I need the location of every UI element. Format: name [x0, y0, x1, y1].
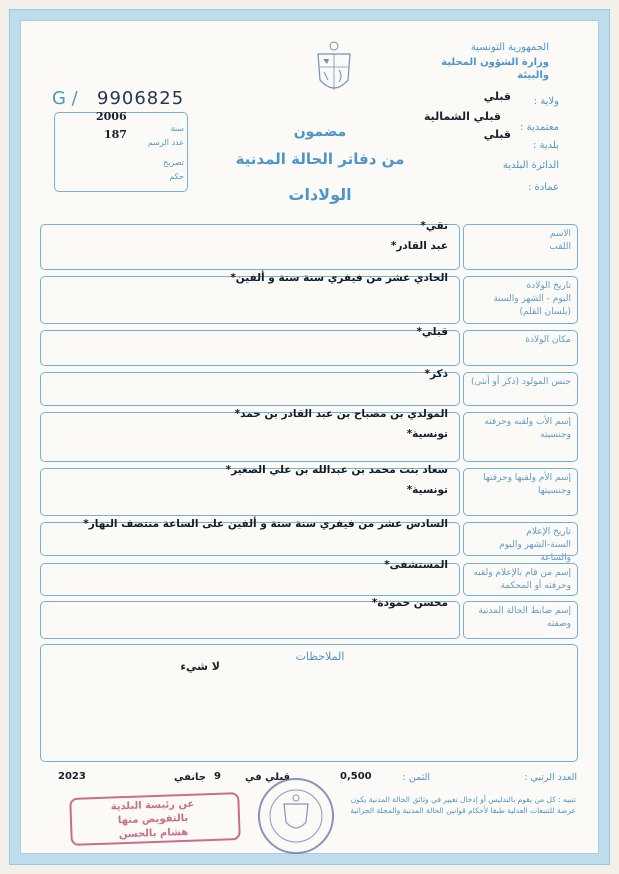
row-value: سعاد بنت محمد بن عبدالله بن علي الصغير* [225, 464, 448, 476]
serial-prefix: G / [52, 88, 78, 109]
delegation-label: معتمدية : [520, 122, 559, 133]
row-value: الحادي عشر من فيفري سنة ستة و ألفين* [230, 272, 448, 284]
price-value: 0,500 [340, 771, 372, 782]
district-label: الدائرة البلدية [502, 160, 559, 171]
delegation-value: قبلي الشمالية [423, 110, 501, 123]
row-label-box [463, 468, 578, 516]
judgment-label: حكم [169, 172, 184, 181]
wilaya-value: قبلي [483, 90, 511, 103]
row-value: محسن حمودة* [371, 597, 448, 609]
coat-of-arms-icon [312, 40, 356, 100]
municipal-seal [258, 778, 334, 854]
row-label: إسم ضابط الحالة المدنية [478, 606, 571, 616]
row-value: تونسية* [406, 484, 448, 496]
municipality-value: قبلي [483, 128, 511, 141]
row-label-box [463, 372, 578, 406]
remarks-value: لا شيء [180, 660, 220, 673]
row-value: تونسية* [406, 428, 448, 440]
row-label-box [463, 601, 578, 639]
row-label: مكان الولادة [525, 335, 571, 345]
stamp-line-3: هشام بالحسن [118, 826, 189, 841]
price-label: الثمن : [402, 772, 430, 783]
row-label: إسم الأم ولقبها وحرفتها [483, 473, 571, 483]
row-label: السنة-الشهر واليوم والساعة [499, 540, 571, 563]
stamp-line-1: عن رئيسة البلدية [110, 798, 195, 813]
row-label: اللقب [549, 242, 571, 252]
row-label: وحرفته أو المحكمة [500, 581, 571, 591]
register-number-value: 187 [104, 128, 127, 141]
issued-month: جانفي [173, 772, 206, 783]
serial-order-label: العدد الرتبي : [524, 772, 577, 783]
issued-year: 2023 [58, 771, 86, 782]
row-label: الاسم [549, 229, 571, 239]
municipality-label: بلدية : [532, 140, 559, 151]
row-value-box [40, 330, 460, 366]
register-year-label: سنة [170, 124, 184, 133]
row-label: إسم من قام بالإعلام ولقبه [473, 568, 571, 578]
register-year-value: 2006 [96, 110, 127, 123]
row-value: قبلي* [416, 326, 448, 338]
row-label-box [463, 563, 578, 596]
title-registers: من دفاتر الحالة المدنية [235, 150, 405, 168]
row-label: تاريخ الإعلام [526, 527, 571, 537]
republic-title: الجمهورية التونسية [470, 42, 549, 53]
row-label: وصفته [546, 619, 571, 629]
row-label: اليوم - الشهر والسنة [493, 294, 571, 304]
row-value: ذكر* [424, 368, 448, 380]
row-label: إسم الأب ولقبه وحرفته [484, 417, 571, 427]
row-value: تقي* [420, 220, 448, 232]
ministry-title: وزارة الشؤون المحلية والبيئة [441, 57, 549, 81]
imada-label: عمادة : [527, 182, 559, 193]
row-label: وجنسيتها [538, 486, 571, 496]
stamp-line-2: بالتفويض منها [117, 812, 189, 827]
row-value: المولدي بن مصباح بن عبد القادر بن حمد* [234, 408, 448, 420]
declaration-label: تصريح [163, 158, 184, 167]
issued-day: 9 [214, 771, 221, 782]
remarks-label: الملاحظات [295, 650, 345, 663]
row-label: تاريخ الولادة [526, 281, 571, 291]
row-value: المستشفى* [384, 559, 448, 571]
row-label: (بلسان القلم) [519, 307, 571, 317]
title-summary: مضمون [293, 124, 347, 140]
seal-emblem-icon [260, 780, 332, 852]
row-value: عبد القادر* [390, 240, 448, 252]
row-value-box [40, 372, 460, 406]
register-number-label: عدد الرسم [147, 138, 184, 147]
row-label-box [463, 330, 578, 366]
legal-warning: تنبيه : كل من يقوم بالتدليس أو إدخال تغيير في وثائق الحالة المدنية يكون عرضة للتتبعات العدلية طبقا لأحكام قوانين الحالة المدنية والمجلة الجزائية [350, 795, 576, 815]
signature-stamp [69, 792, 241, 846]
row-label-box [463, 522, 578, 563]
row-label: وجنسيته [540, 430, 571, 440]
issued-place: قبلي في [245, 772, 290, 783]
row-label-box [463, 276, 578, 324]
serial-number: 9906825 [97, 88, 185, 109]
row-label: جنس المولود (ذكر أو أنثى) [470, 377, 571, 387]
row-label-box [463, 412, 578, 462]
title-births: الولادات [288, 185, 352, 204]
row-label-box [463, 224, 578, 270]
row-value: السادس عشر من فيفري سنة ستة و ألفين على الساعة منتصف النهار* [83, 518, 448, 530]
wilaya-label: ولاية : [533, 96, 559, 107]
